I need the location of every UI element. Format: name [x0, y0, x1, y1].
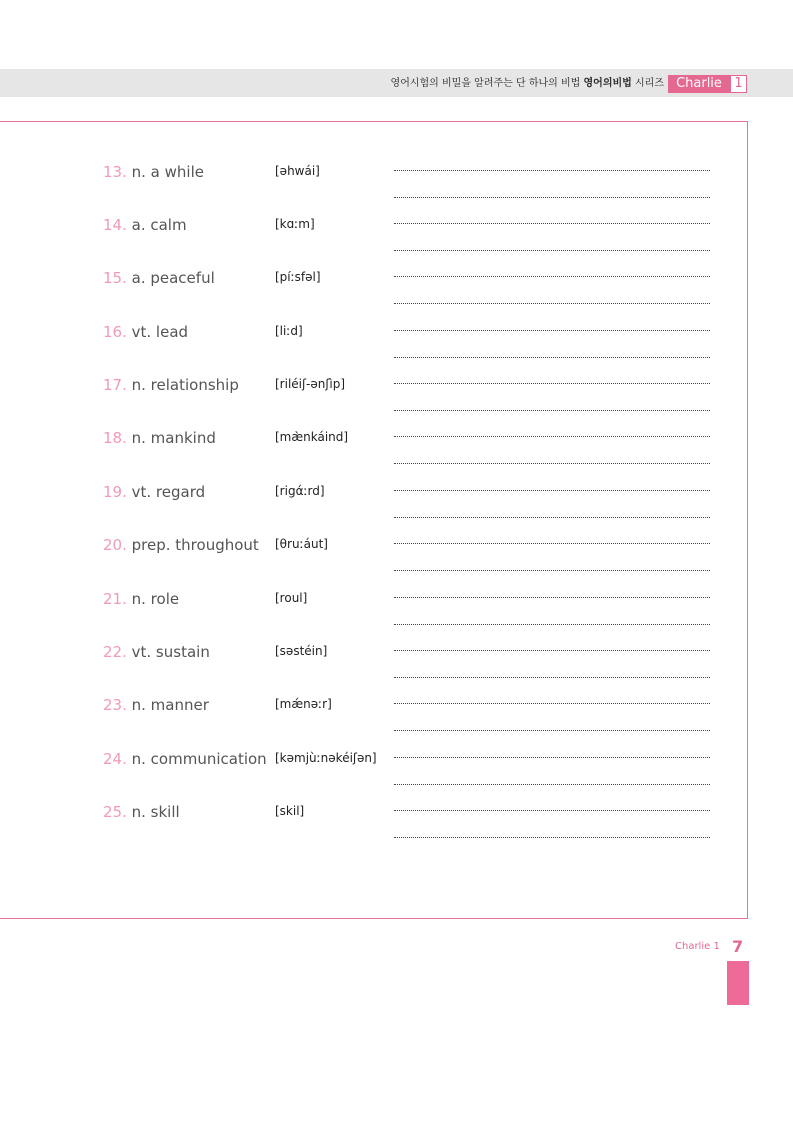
answer-line[interactable] — [394, 303, 710, 304]
answer-line[interactable] — [394, 784, 710, 785]
answer-line[interactable] — [394, 490, 710, 491]
brand-number-badge: 1 — [730, 75, 747, 93]
answer-line[interactable] — [394, 276, 710, 277]
footer-label: Charlie 1 — [675, 941, 720, 952]
vocab-row — [0, 482, 793, 535]
answer-line[interactable] — [394, 810, 710, 811]
answer-line[interactable] — [394, 250, 710, 251]
vocab-term — [103, 642, 210, 662]
vocab-term — [103, 215, 187, 235]
vocab-row — [0, 268, 793, 321]
page-number: 7 — [732, 937, 744, 956]
vocab-row — [0, 749, 793, 802]
item-number: 23. — [103, 696, 127, 714]
vocab-term — [103, 162, 204, 182]
answer-line[interactable] — [394, 410, 710, 411]
answer-line[interactable] — [394, 463, 710, 464]
vocab-term — [103, 268, 215, 288]
vocab-term — [103, 695, 209, 715]
pronunciation: [riléiʃ-ənʃìp] — [275, 377, 346, 391]
vocab-term — [103, 482, 205, 502]
answer-line[interactable] — [394, 436, 710, 437]
pronunciation: [mæ̀nkáind] — [275, 430, 349, 444]
page-tab-marker — [727, 961, 749, 1005]
item-number: 15. — [103, 269, 127, 287]
vocab-row — [0, 375, 793, 428]
term-text: vt. sustain — [131, 643, 210, 661]
vocab-term — [103, 749, 267, 769]
vocab-term — [103, 589, 179, 609]
item-number: 17. — [103, 376, 127, 394]
item-number: 16. — [103, 323, 127, 341]
answer-line[interactable] — [394, 677, 710, 678]
pronunciation: [əhwái] — [275, 164, 320, 178]
term-text: n. skill — [131, 803, 180, 821]
answer-line[interactable] — [394, 703, 710, 704]
vocab-term — [103, 428, 216, 448]
answer-line[interactable] — [394, 170, 710, 171]
pronunciation: [θruːáut] — [275, 537, 328, 551]
pronunciation: [liːd] — [275, 324, 303, 338]
term-text: n. a while — [131, 163, 204, 181]
vocab-term — [103, 375, 239, 395]
answer-line[interactable] — [394, 837, 710, 838]
item-number: 21. — [103, 590, 127, 608]
term-text: a. peaceful — [131, 269, 215, 287]
answer-line[interactable] — [394, 757, 710, 758]
answer-line[interactable] — [394, 730, 710, 731]
vocab-row — [0, 428, 793, 481]
answer-line[interactable] — [394, 650, 710, 651]
term-text: n. mankind — [131, 429, 216, 447]
item-number: 22. — [103, 643, 127, 661]
item-number: 18. — [103, 429, 127, 447]
vocab-row — [0, 695, 793, 748]
vocab-term — [103, 322, 188, 342]
answer-line[interactable] — [394, 357, 710, 358]
pronunciation: [səstéin] — [275, 644, 328, 658]
pronunciation: [skil] — [275, 804, 305, 818]
item-number: 19. — [103, 483, 127, 501]
term-text: vt. regard — [131, 483, 206, 501]
series-title — [391, 77, 664, 91]
item-number: 14. — [103, 216, 127, 234]
answer-line[interactable] — [394, 383, 710, 384]
series-suffix: 시리즈 — [635, 78, 664, 89]
item-number: 20. — [103, 536, 127, 554]
vocab-row — [0, 162, 793, 215]
vocab-row — [0, 802, 793, 855]
pronunciation: [píːsfəl] — [275, 270, 321, 284]
term-text: n. role — [131, 590, 180, 608]
term-text: n. relationship — [131, 376, 239, 394]
pronunciation: [roul] — [275, 591, 308, 605]
term-text: n. communication — [131, 750, 267, 768]
series-text: 영어시험의 비밀을 알려주는 단 하나의 비법 — [390, 78, 581, 89]
term-text: vt. lead — [131, 323, 189, 341]
item-number: 13. — [103, 163, 127, 181]
answer-line[interactable] — [394, 223, 710, 224]
answer-line[interactable] — [394, 197, 710, 198]
answer-line[interactable] — [394, 330, 710, 331]
vocab-term — [103, 535, 259, 555]
vocab-row — [0, 589, 793, 642]
brand-badge: Charlie — [668, 75, 730, 93]
series-bold: 영어의비법 — [583, 78, 632, 89]
item-number: 25. — [103, 803, 127, 821]
pronunciation: [rigάːrd] — [275, 484, 325, 498]
vocab-row — [0, 322, 793, 375]
term-text: a. calm — [131, 216, 187, 234]
answer-line[interactable] — [394, 570, 710, 571]
vocab-row — [0, 535, 793, 588]
term-text: prep. throughout — [131, 536, 259, 554]
pronunciation: [kɑːm] — [275, 217, 315, 231]
answer-line[interactable] — [394, 624, 710, 625]
pronunciation: [mǽnəːr] — [275, 697, 332, 711]
answer-line[interactable] — [394, 517, 710, 518]
item-number: 24. — [103, 750, 127, 768]
term-text: n. manner — [131, 696, 209, 714]
vocab-row — [0, 215, 793, 268]
vocab-term — [103, 802, 180, 822]
vocab-row — [0, 642, 793, 695]
pronunciation: [kəmjùːnəkéiʃən] — [275, 751, 377, 765]
answer-line[interactable] — [394, 543, 710, 544]
answer-line[interactable] — [394, 597, 710, 598]
